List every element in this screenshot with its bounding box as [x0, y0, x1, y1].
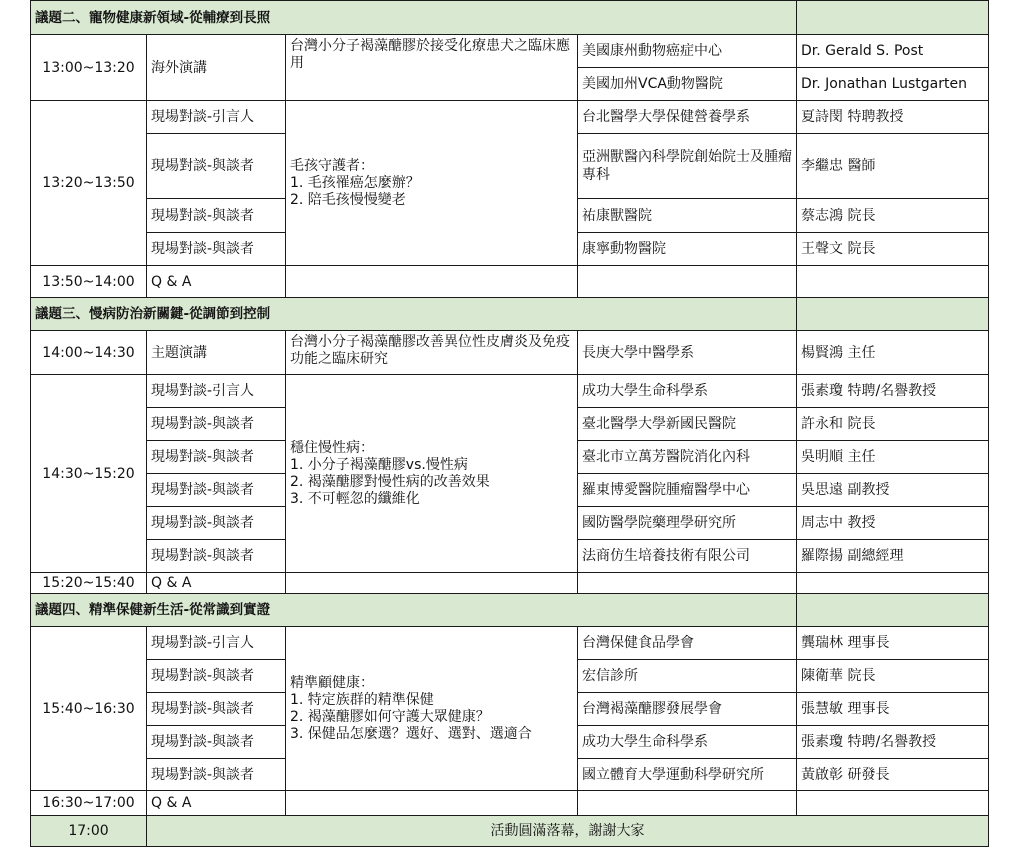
- session-type-cell: 現場對談-與談者: [147, 693, 286, 726]
- session-type-cell: 主題演講: [147, 331, 286, 375]
- time-cell: 15:40~16:30: [31, 627, 147, 791]
- speaker-cell: 楊賢鴻 主任: [797, 331, 989, 375]
- empty-cell: [286, 573, 578, 594]
- institution-cell: 亞洲獸醫內科學院創始院士及腫瘤專科: [578, 134, 797, 199]
- qa-label: Q & A: [147, 573, 286, 594]
- institution-cell: 康寧動物醫院: [578, 233, 797, 266]
- speaker-cell: 王聲文 院長: [797, 233, 989, 266]
- speaker-cell: 張素瓊 特聘/名譽教授: [797, 726, 989, 759]
- speaker-cell: 陳衛華 院長: [797, 660, 989, 693]
- empty-cell: [286, 791, 578, 816]
- section-header-row: [31, 1, 989, 35]
- speaker-cell: 吳思遠 副教授: [797, 474, 989, 507]
- qa-row: [31, 573, 989, 594]
- agenda-row: [31, 35, 989, 68]
- institution-cell: 宏信診所: [578, 660, 797, 693]
- session-type-cell: 現場對談-引言人: [147, 627, 286, 660]
- session-type-cell: 現場對談-與談者: [147, 474, 286, 507]
- session-type-cell: 現場對談-與談者: [147, 540, 286, 573]
- topic-item: 1. 特定族群的精準保健: [290, 691, 434, 708]
- time-cell: 14:00~14:30: [31, 331, 147, 375]
- speaker-cell: 李繼忠 醫師: [797, 134, 989, 199]
- institution-cell: 國立體育大學運動科學研究所: [578, 759, 797, 791]
- speaker-cell: Dr. Gerald S. Post: [797, 35, 989, 68]
- institution-cell: 台灣保健食品學會: [578, 627, 797, 660]
- session-type-cell: 現場對談-與談者: [147, 441, 286, 474]
- discussion-topic-cell: [286, 375, 578, 573]
- topic-heading: 穩住慢性病：: [290, 439, 374, 456]
- session-type-cell: 現場對談-與談者: [147, 507, 286, 540]
- closing-time-cell: 17:00: [31, 816, 147, 847]
- agenda-row: [31, 331, 989, 375]
- section-header-empty-cell: [797, 594, 989, 627]
- section-title: 議題二、寵物健康新領域-從輔療到長照: [31, 1, 797, 35]
- institution-cell: 美國加州VCA動物醫院: [578, 68, 797, 101]
- session-type-cell: 現場對談-引言人: [147, 375, 286, 408]
- empty-cell: [797, 791, 989, 816]
- session-type-cell: 現場對談-與談者: [147, 759, 286, 791]
- time-cell: 13:50~14:00: [31, 266, 147, 298]
- session-type-cell: 現場對談-與談者: [147, 408, 286, 441]
- speaker-cell: 蔡志鴻 院長: [797, 199, 989, 233]
- topic-item: 2. 陪毛孩慢慢變老: [290, 191, 406, 208]
- speaker-cell: 許永和 院長: [797, 408, 989, 441]
- session-type-cell: 現場對談-與談者: [147, 134, 286, 199]
- institution-cell: 台灣褐藻醣膠發展學會: [578, 693, 797, 726]
- empty-cell: [797, 573, 989, 594]
- time-cell: 16:30~17:00: [31, 791, 147, 816]
- topic-item: 1. 小分子褐藻醣膠vs.慢性病: [290, 456, 468, 473]
- session-type-cell: 現場對談-與談者: [147, 660, 286, 693]
- institution-cell: 臺北醫學大學新國民醫院: [578, 408, 797, 441]
- empty-cell: [578, 573, 797, 594]
- topic-cell: 台灣小分子褐藻醣膠改善異位性皮膚炎及免疫功能之臨床研究: [286, 331, 578, 375]
- speaker-cell: 夏詩閔 特聘教授: [797, 101, 989, 134]
- session-type-cell: 海外演講: [147, 35, 286, 101]
- empty-cell: [578, 266, 797, 298]
- closing-row: [31, 816, 989, 847]
- topic-item: 2. 褐藻醣膠對慢性病的改善效果: [290, 473, 490, 490]
- institution-cell: 成功大學生命科學系: [578, 726, 797, 759]
- institution-cell: 法商仿生培養技術有限公司: [578, 540, 797, 573]
- qa-label: Q & A: [147, 791, 286, 816]
- closing-message: 活動圓滿落幕，謝謝大家: [147, 816, 989, 847]
- topic-item: 1. 毛孩罹癌怎麼辦？: [290, 174, 420, 191]
- topic-cell: 台灣小分子褐藻醣膠於接受化療患犬之臨床應用: [286, 35, 578, 101]
- section-header-empty-cell: [797, 298, 989, 331]
- section-title: 議題四、精準保健新生活-從常識到實證: [31, 594, 797, 627]
- session-type-cell: 現場對談-與談者: [147, 726, 286, 759]
- empty-cell: [286, 266, 578, 298]
- topic-item: 2. 褐藻醣膠如何守護大眾健康？: [290, 708, 490, 725]
- speaker-cell: 黃啟彰 研發長: [797, 759, 989, 791]
- topic-item: 3. 不可輕忽的纖維化: [290, 490, 420, 507]
- speaker-cell: 周志中 教授: [797, 507, 989, 540]
- agenda-table: [30, 0, 989, 847]
- institution-cell: 成功大學生命科學系: [578, 375, 797, 408]
- speaker-cell: 吳明順 主任: [797, 441, 989, 474]
- topic-heading: 毛孩守護者：: [290, 157, 374, 174]
- institution-cell: 長庚大學中醫學系: [578, 331, 797, 375]
- agenda-row: [31, 101, 989, 134]
- qa-row: [31, 266, 989, 298]
- institution-cell: 羅東博愛醫院腫瘤醫學中心: [578, 474, 797, 507]
- section-title: 議題三、慢病防治新關鍵-從調節到控制: [31, 298, 797, 331]
- speaker-cell: 張素瓊 特聘/名譽教授: [797, 375, 989, 408]
- empty-cell: [578, 791, 797, 816]
- empty-cell: [797, 266, 989, 298]
- qa-label: Q & A: [147, 266, 286, 298]
- agenda-row: [31, 375, 989, 408]
- time-cell: 15:20~15:40: [31, 573, 147, 594]
- session-type-cell: 現場對談-引言人: [147, 101, 286, 134]
- institution-cell: 國防醫學院藥理學研究所: [578, 507, 797, 540]
- agenda-row: [31, 627, 989, 660]
- institution-cell: 臺北市立萬芳醫院消化內科: [578, 441, 797, 474]
- session-type-cell: 現場對談-與談者: [147, 199, 286, 233]
- speaker-cell: 龔瑞林 理事長: [797, 627, 989, 660]
- institution-cell: 祐康獸醫院: [578, 199, 797, 233]
- institution-cell: 美國康州動物癌症中心: [578, 35, 797, 68]
- section-header-row: [31, 298, 989, 331]
- qa-row: [31, 791, 989, 816]
- institution-cell: 台北醫學大學保健營養學系: [578, 101, 797, 134]
- time-cell: 13:20~13:50: [31, 101, 147, 266]
- discussion-topic-cell: [286, 101, 578, 266]
- section-header-empty-cell: [797, 1, 989, 35]
- discussion-topic-cell: [286, 627, 578, 791]
- topic-item: 3. 保健品怎麼選？選好、選對、選適合: [290, 725, 532, 742]
- topic-heading: 精準顧健康：: [290, 674, 374, 691]
- speaker-cell: 張慧敏 理事長: [797, 693, 989, 726]
- time-cell: 14:30~15:20: [31, 375, 147, 573]
- session-type-cell: 現場對談-與談者: [147, 233, 286, 266]
- time-cell: 13:00~13:20: [31, 35, 147, 101]
- section-header-row: [31, 594, 989, 627]
- speaker-cell: 羅際揚 副總經理: [797, 540, 989, 573]
- speaker-cell: Dr. Jonathan Lustgarten: [797, 68, 989, 101]
